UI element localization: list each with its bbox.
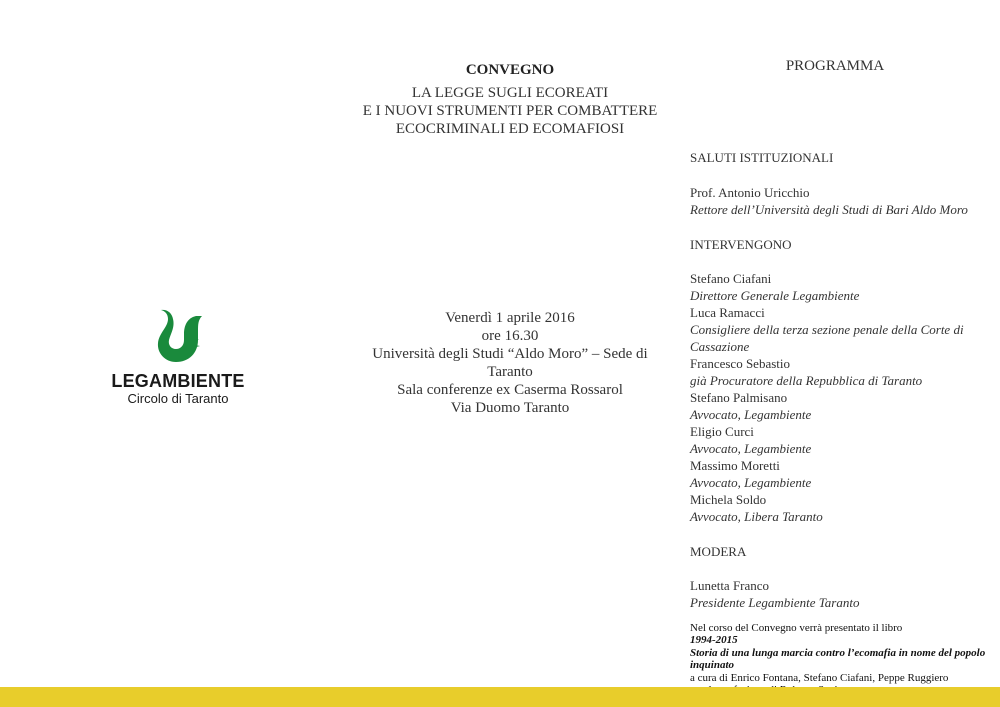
speaker-name: Stefano Ciafani: [690, 271, 772, 286]
speaker-name: Prof. Antonio Uricchio: [690, 185, 810, 200]
speaker-role: già Procuratore della Repubblica di Taranto: [690, 373, 923, 388]
subtitle-line: E I NUOVI STRUMENTI PER COMBATTERE: [362, 103, 658, 119]
speaker-name: Massimo Moretti: [690, 458, 780, 473]
speaker-role: Avvocato, Legambiente: [690, 441, 812, 456]
speaker-name: Michela Soldo: [690, 492, 767, 507]
speaker-name: Eligio Curci: [690, 424, 754, 439]
speaker-name: Lunetta Franco: [690, 578, 770, 593]
swan-logo-icon: [146, 304, 210, 368]
book-note: [690, 622, 995, 696]
convegno-subtitle: [348, 84, 672, 138]
subtitle-line: LA LEGGE SUGLI ECOREATI: [411, 85, 609, 101]
modera-heading: MODERA: [690, 544, 747, 559]
subtitle-line: ECOCRIMINALI ED ECOMAFIOSI: [395, 121, 625, 137]
speaker-role: Consigliere della terza sezione penale della Corte di Cassazione: [690, 322, 964, 354]
speaker-name: Luca Ramacci: [690, 305, 765, 320]
speaker-name: Francesco Sebastio: [690, 356, 791, 371]
event-details: [348, 309, 672, 417]
book-title: Storia di una lunga marcia contro l’ecomafia in nome del popolo inquinato: [690, 646, 986, 672]
saluti-heading: SALUTI ISTITUZIONALI: [690, 150, 834, 165]
speaker-role: Avvocato, Legambiente: [690, 475, 812, 490]
convegno-title: CONVEGNO: [465, 62, 555, 78]
logo-subtitle: Circolo di Taranto: [127, 391, 229, 406]
speaker-role: Rettore dell’Università degli Studi di Bari Aldo Moro: [690, 202, 968, 217]
event-place: Università degli Studi “Aldo Moro” – Sede di Taranto: [372, 346, 648, 380]
event-date: Venerdì 1 aprile 2016: [445, 310, 575, 326]
programma-list: [690, 149, 995, 611]
speaker-name: Stefano Palmisano: [690, 390, 788, 405]
speaker-role: Avvocato, Libera Taranto: [690, 509, 823, 524]
event-room: Sala conferenze ex Caserma Rossarol: [397, 382, 623, 398]
speaker-role: Presidente Legambiente Taranto: [690, 595, 860, 610]
speaker-role: Avvocato, Legambiente: [690, 407, 812, 422]
event-address: Via Duomo Taranto: [450, 400, 570, 416]
book-intro: Nel corso del Convegno verrà presentato il libro: [690, 622, 903, 634]
event-time: ore 16.30: [481, 328, 539, 344]
book-authors: a cura di Enrico Fontana, Stefano Ciafani, Peppe Ruggiero: [690, 671, 949, 684]
legambiente-logo: [108, 304, 248, 406]
programma-title: PROGRAMMA: [785, 58, 885, 74]
book-years: 1994-2015: [690, 634, 738, 647]
logo-name: LEGAMBIENTE: [111, 371, 245, 391]
bottom-yellow-band: [0, 687, 1000, 707]
speaker-role: Direttore Generale Legambiente: [690, 288, 860, 303]
intervengono-heading: INTERVENGONO: [690, 237, 792, 252]
